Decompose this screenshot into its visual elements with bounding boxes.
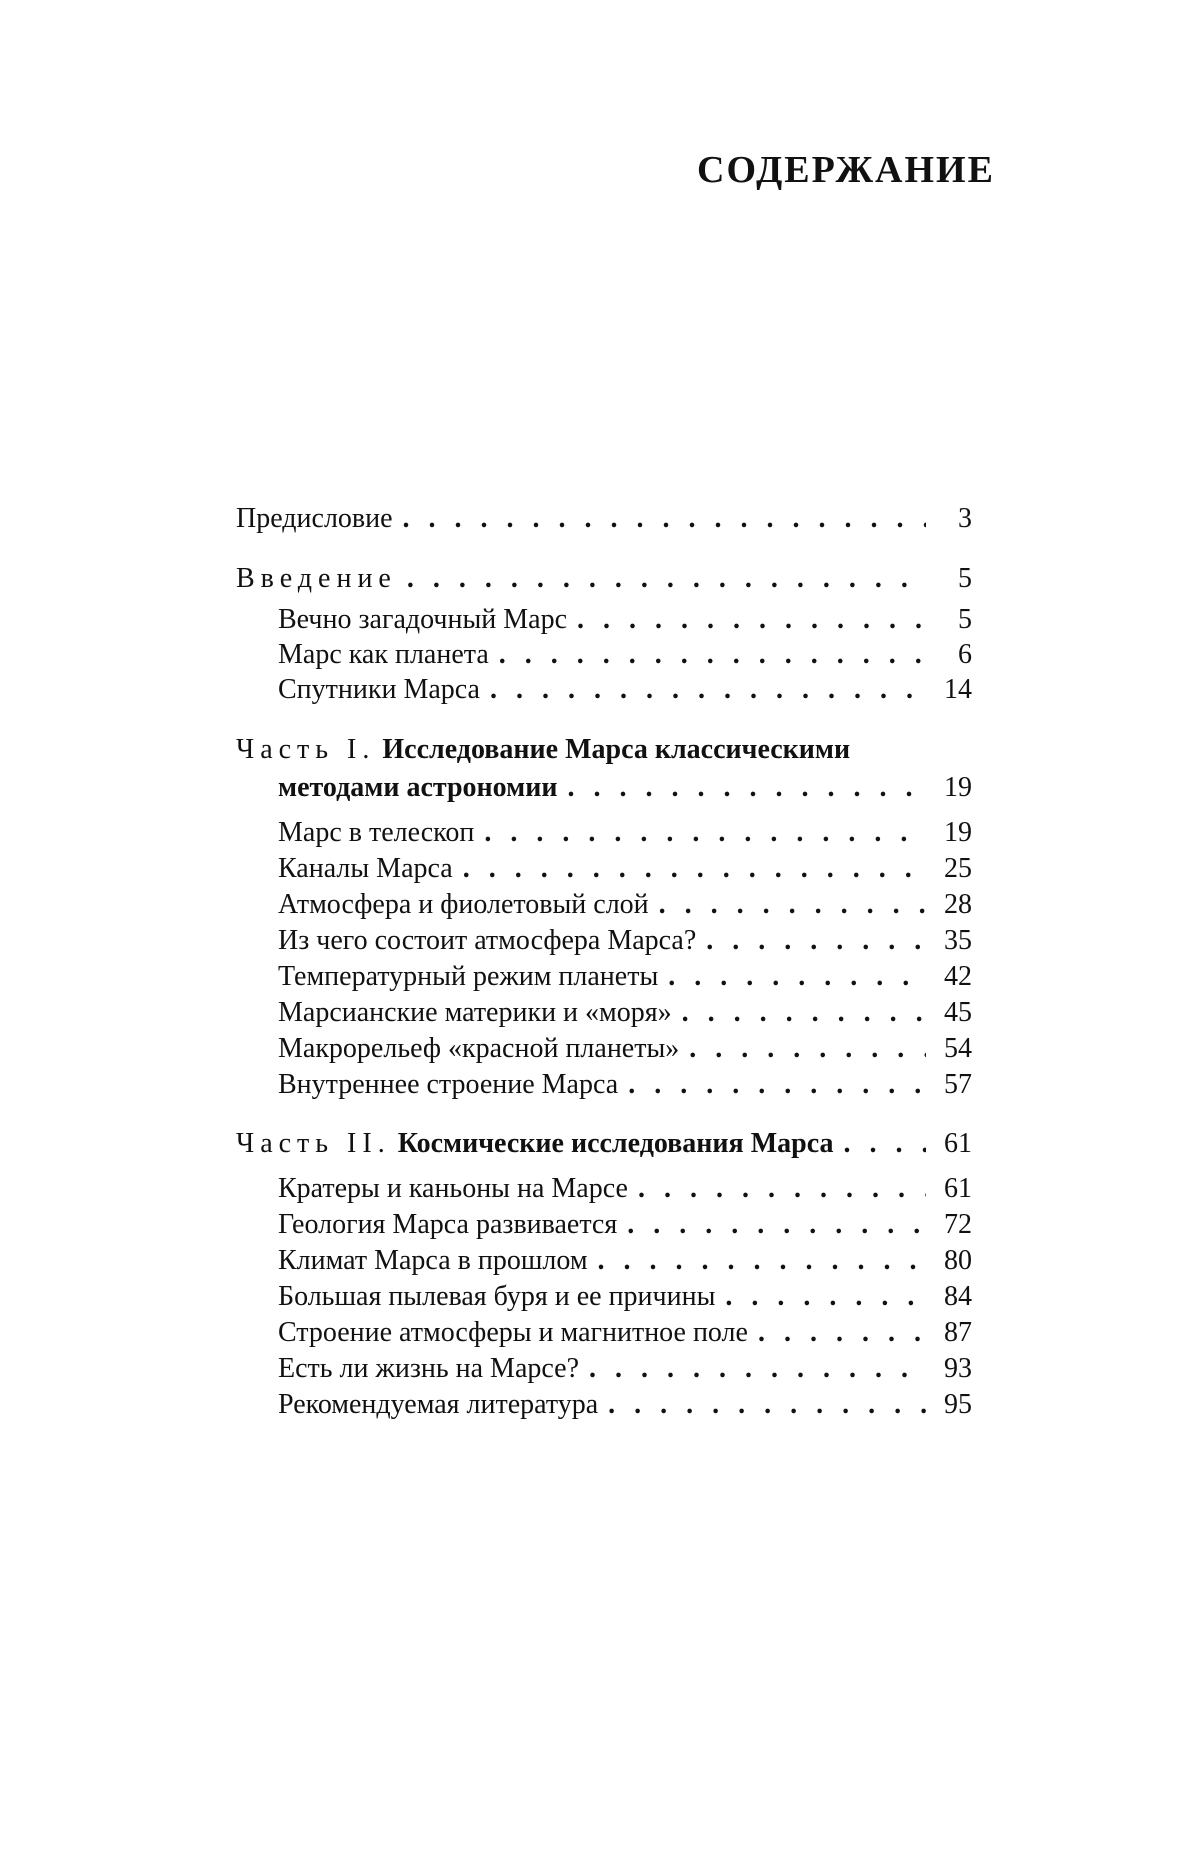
- toc-entry-label: Вечно загадочный Марс: [278, 604, 568, 635]
- dot-leader: [598, 1245, 926, 1277]
- dot-leader: [682, 997, 926, 1029]
- toc-entry[interactable]: [278, 961, 972, 993]
- toc-entry[interactable]: [278, 1389, 972, 1421]
- toc-entry-page: 5: [958, 604, 972, 635]
- toc-entry[interactable]: [278, 1281, 972, 1313]
- toc-entry[interactable]: [278, 853, 972, 885]
- part-title: Космические исследования Марса: [397, 1128, 834, 1159]
- toc-entry[interactable]: [278, 1317, 972, 1349]
- toc-entry-page: 72: [944, 1209, 972, 1240]
- toc-entry-page: 54: [944, 1033, 972, 1064]
- dot-leader: [463, 853, 926, 885]
- toc-entry[interactable]: [278, 1209, 972, 1241]
- toc-entry-label: Кратеры и каньоны на Марсе: [278, 1173, 628, 1204]
- toc-part-2-heading[interactable]: [236, 1128, 972, 1160]
- toc-entry[interactable]: [278, 889, 972, 921]
- toc-entry-page: 25: [944, 853, 972, 884]
- toc-entry-page: 42: [944, 961, 972, 992]
- toc-entry-label: Климат Марса в прошлом: [278, 1245, 588, 1276]
- dot-leader: [725, 1281, 926, 1313]
- page-title: СОДЕРЖАНИЕ: [697, 149, 995, 191]
- toc-entry-label: Введение: [236, 563, 397, 594]
- dot-leader: [628, 1069, 926, 1101]
- toc-entry-label: Внутреннее строение Марса: [278, 1069, 619, 1100]
- toc-entry-label: Рекомендуемая литература: [278, 1389, 599, 1420]
- toc-entry-label: Большая пылевая буря и ее причины: [278, 1281, 716, 1312]
- toc-entry-page: 3: [958, 503, 972, 534]
- toc-entry-page: 6: [958, 639, 972, 670]
- toc-entry-label: Макрорельеф «красной планеты»: [278, 1033, 680, 1064]
- toc-entry-page: 84: [944, 1281, 972, 1312]
- toc-entry-label: Температурный режим планеты: [278, 961, 659, 992]
- dot-leader: [638, 1173, 926, 1205]
- toc-entry[interactable]: [278, 1033, 972, 1065]
- dot-leader: [843, 1128, 926, 1160]
- toc-entry[interactable]: [278, 817, 972, 849]
- toc-entry-page: 19: [944, 817, 972, 848]
- toc-entry-introduction[interactable]: [236, 563, 972, 595]
- toc-entry-page: 61: [944, 1173, 972, 1204]
- toc-entry-label: Спутники Марса: [278, 674, 480, 705]
- dot-leader: [689, 1033, 926, 1065]
- toc-entry[interactable]: [278, 604, 972, 636]
- dot-leader: [608, 1389, 926, 1421]
- dot-leader: [577, 604, 926, 636]
- dot-leader: [407, 563, 926, 595]
- dot-leader: [758, 1317, 926, 1349]
- toc-entry[interactable]: [278, 1173, 972, 1205]
- toc-entry-label: Марс в телескоп: [278, 817, 475, 848]
- part-title-line-2: методами астрономии: [278, 772, 558, 803]
- dot-leader: [484, 817, 926, 849]
- toc-entry-page: 14: [944, 674, 972, 705]
- toc-entry-page: 28: [944, 889, 972, 920]
- toc-entry[interactable]: [278, 1069, 972, 1101]
- toc-entry-label: Марсианские материки и «моря»: [278, 997, 672, 1028]
- dot-leader: [668, 961, 926, 993]
- toc-entry-page: 61: [944, 1128, 972, 1159]
- dot-leader: [499, 639, 926, 671]
- toc-entry-label: Из чего состоит атмосфера Марса?: [278, 925, 697, 956]
- dot-leader: [589, 1353, 926, 1385]
- toc-entry-page: 45: [944, 997, 972, 1028]
- part-prefix: Часть II.: [236, 1128, 391, 1159]
- toc-entry-page: 95: [944, 1389, 972, 1420]
- toc-entry-page: 87: [944, 1317, 972, 1348]
- toc-entry[interactable]: [278, 639, 972, 671]
- toc-entry[interactable]: [278, 997, 972, 1029]
- toc-entry[interactable]: [278, 925, 972, 957]
- toc-entry[interactable]: [278, 1353, 972, 1385]
- toc-entry-page: 93: [944, 1353, 972, 1384]
- toc-entry-label: Атмосфера и фиолетовый слой: [278, 889, 649, 920]
- dot-leader: [706, 925, 926, 957]
- toc-entry-page: 57: [944, 1069, 972, 1100]
- toc-entry-page: 80: [944, 1245, 972, 1276]
- toc-entry-page: 19: [944, 772, 972, 803]
- toc-entry-label: Предисловие: [236, 503, 393, 534]
- toc-entry-label: Каналы Марса: [278, 853, 453, 884]
- toc-entry[interactable]: [278, 1245, 972, 1277]
- dot-leader: [490, 674, 926, 706]
- toc-part-heading: [236, 1128, 833, 1160]
- toc-entry-page: 35: [944, 925, 972, 956]
- toc-entry-label: Геология Марса развивается: [278, 1209, 618, 1240]
- toc-entry-page: 5: [958, 563, 972, 594]
- toc-entry-label: Марс как планета: [278, 639, 489, 670]
- part-title-line-1: Исследование Марса классическими: [382, 734, 851, 765]
- toc-part-1-heading[interactable]: [236, 734, 972, 766]
- part-prefix: Часть I.: [236, 734, 376, 765]
- toc-entry[interactable]: [278, 674, 972, 706]
- toc-entry-label: Есть ли жизнь на Марсе?: [278, 1353, 579, 1384]
- toc-part-1-heading-line-2[interactable]: [278, 772, 972, 804]
- dot-leader: [403, 503, 926, 535]
- dot-leader: [627, 1209, 926, 1241]
- dot-leader: [659, 889, 926, 921]
- toc-entry-label: Строение атмосферы и магнитное поле: [278, 1317, 748, 1348]
- toc-part-heading: [236, 734, 850, 766]
- dot-leader: [567, 772, 926, 804]
- toc-entry-preface[interactable]: [236, 503, 972, 535]
